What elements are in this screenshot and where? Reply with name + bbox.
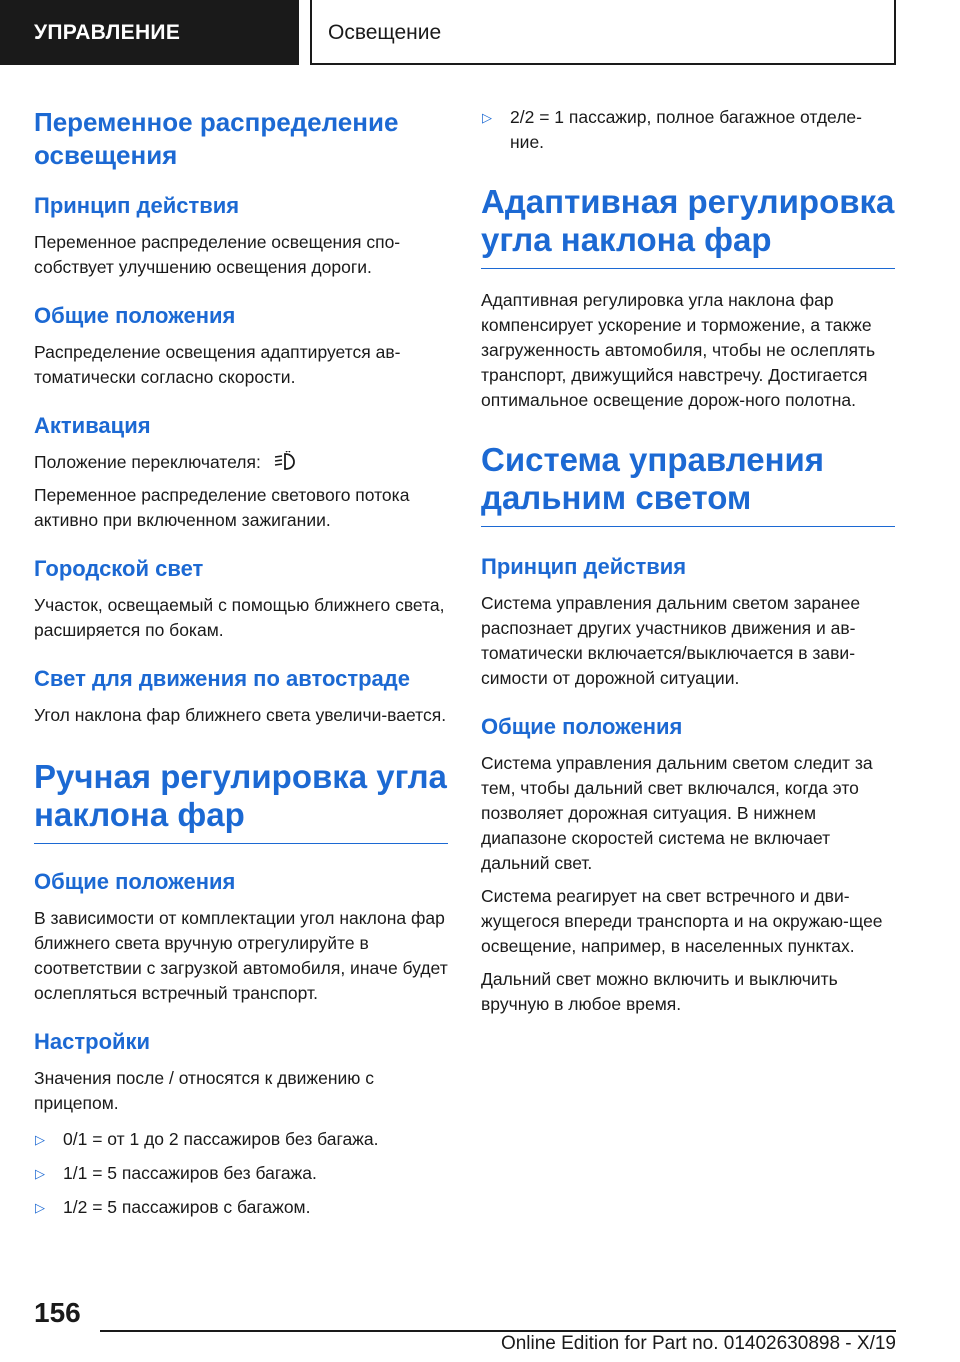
text-adaptive: Адаптивная регулировка угла наклона фар компенсирует ускорение и торможение, а также загруженность автомобиля, чтобы не ослеплять транспорт, движущийся навстречу. Достигается оптимальное освещение дорож-ного полотна. [481, 290, 876, 410]
text-principle: Система управления дальним светом заранее распознает других участников движения и ав-томатически включается/выключается в зави-симости от дорожной ситуации. [481, 593, 861, 688]
text-general-1: Система управления дальним светом следит за тем, чтобы дальний свет включался, когда это позволяет дорожная ситуация. В нижнем диапазоне скоростей система не включает дальний свет. [481, 753, 873, 873]
list-item [481, 105, 895, 155]
text-general-3: Дальний свет можно включить и выключить вручную в любое время. [481, 969, 838, 1014]
footer-divider [100, 1330, 896, 1332]
heading-variable-light: Переменное распределение освещения [34, 107, 399, 170]
heading-city-light: Городской свет [34, 556, 204, 581]
heading-adaptive-adjustment: Адаптивная регулировка угла наклона фар [481, 183, 895, 269]
triangle-bullet-icon: ▷ [35, 1166, 45, 1181]
list-item-text: 2/2 = 1 пассажир, полное багажное отделе-ние. [510, 107, 862, 152]
triangle-bullet-icon: ▷ [35, 1200, 45, 1215]
list-item-text: 1/1 = 5 пассажиров без багажа. [63, 1163, 317, 1183]
text-city-light: Участок, освещаемый с помощью ближнего света, расширяется по бокам. [34, 595, 445, 640]
list-item-text: 1/2 = 5 пассажиров с багажом. [63, 1197, 311, 1217]
triangle-bullet-icon: ▷ [482, 110, 492, 125]
heading-principle: Принцип действия [34, 193, 240, 218]
left-column [34, 100, 448, 1220]
list-item [34, 1195, 448, 1220]
section-tab: УПРАВЛЕНИЕ [0, 0, 299, 65]
text-principle: Переменное распределение освещения спо-собствует улучшению освещения дороги. [34, 232, 401, 277]
heading-activation: Активация [34, 413, 151, 438]
text-general-2: Система реагирует на свет встречного и дви-жущегося впереди транспорта и на окружаю-щее освещение, например, в населенных пунктах. [481, 886, 883, 956]
triangle-bullet-icon: ▷ [35, 1132, 45, 1147]
chapter-title: Освещение [310, 0, 896, 65]
footer-edition: Online Edition for Part no. 01402630898 - X/19 [500, 1333, 896, 1354]
text-manual-general: В зависимости от комплектации угол наклона фар ближнего света вручную отрегулируйте в соответствии с загрузкой автомобиля, иначе будет ослепляться встречный транспорт. [34, 908, 448, 1003]
text-general: Распределение освещения адаптируется ав-томатически согласно скорости. [34, 342, 401, 387]
heading-high-beam-assistant: Система управления дальним светом [481, 441, 895, 527]
list-item [34, 1161, 448, 1186]
text-highway-light: Угол наклона фар ближнего света увеличи-вается. [34, 705, 447, 725]
automatic-headlight-switch-icon [270, 451, 296, 471]
text-settings: Значения после / относятся к движению с прицепом. [34, 1068, 375, 1113]
heading-settings: Настройки [34, 1029, 151, 1054]
switch-label: Положение переключателя: [34, 452, 261, 472]
heading-highway-light: Свет для движения по автостраде [34, 666, 410, 691]
text-activation: Переменное распределение светового потока активно при включенном зажигании. [34, 485, 410, 530]
right-column [481, 100, 895, 1017]
heading-general: Общие положения [481, 714, 683, 739]
heading-manual-general: Общие положения [34, 869, 236, 894]
heading-principle: Принцип действия [481, 554, 687, 579]
list-item-text: 0/1 = от 1 до 2 пассажиров без багажа. [63, 1129, 379, 1149]
heading-general: Общие положения [34, 303, 236, 328]
heading-manual-adjustment: Ручная регулировка угла наклона фар [34, 758, 448, 844]
page-number: 156 [34, 1297, 81, 1328]
list-item [34, 1127, 448, 1152]
text-switch-position [34, 450, 448, 475]
